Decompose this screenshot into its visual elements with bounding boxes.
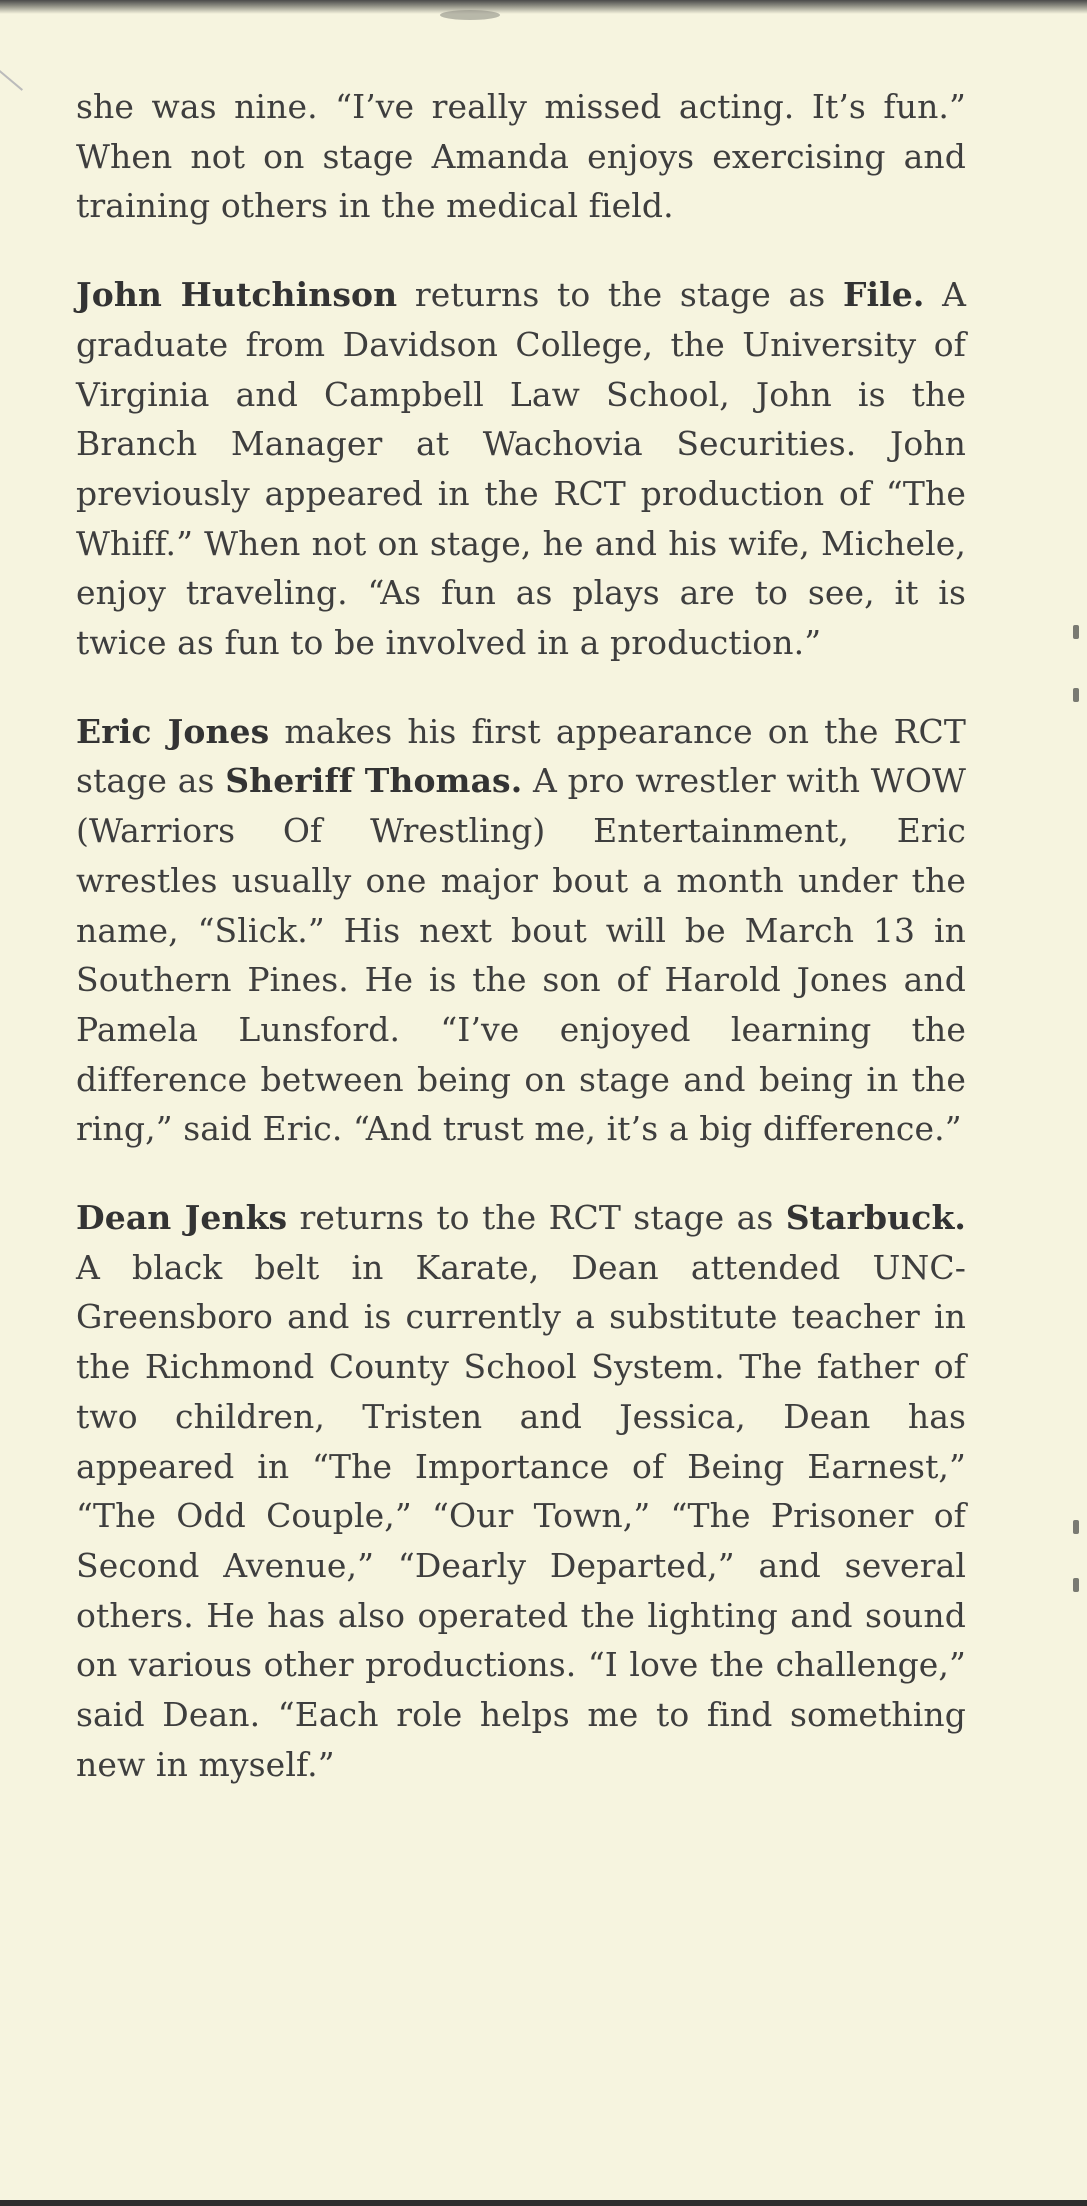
bio-intro-text: makes his first appearance on the RCT stage as <box>76 711 966 801</box>
side-mark <box>1073 1520 1079 1534</box>
bio-text-column <box>76 82 966 1829</box>
role-name: Sheriff Thomas. <box>225 761 523 801</box>
role-name: File. <box>842 275 925 315</box>
role-name: Starbuck. <box>785 1198 966 1238</box>
actor-name: Eric Jones <box>76 711 270 751</box>
actor-name: John Hutchinson <box>76 275 398 315</box>
bio-intro-text: returns to the stage as <box>397 275 843 315</box>
bio-paragraph-dean-jenks <box>76 1193 966 1789</box>
side-mark <box>1073 1578 1079 1592</box>
bio-body-text: A graduate from Davidson College, the University of Virginia and Campbell Law School, John is the Branch Manager at Wachovia Securities. John previously appeared in the RCT production of “The Whiff.” When not on stage, he and his wife, Michele, enjoy traveling. “As fun as plays are to see, it is twice as fun to be involved in a production.” <box>76 275 967 663</box>
bio-paragraph-john-hutchinson <box>76 270 966 668</box>
side-mark <box>1073 688 1079 702</box>
page-top-edge <box>0 0 1087 14</box>
bio-paragraph-eric-jones <box>76 707 966 1154</box>
corner-crease <box>0 70 23 91</box>
bio-body-text: A black belt in Karate, Dean attended UNC-Greensboro and is currently a substitute teacher in the Richmond County School System. The father of two children, Tristen and Jessica, Dean has appeared in “The Importance of Being Earnest,” “The Odd Couple,” “Our Town,” “The Prisoner of Second Avenue,” “Dearly Departed,” and several others. He has also operated the lighting and sound on various other productions. “I love the challenge,” said Dean. “Each role helps me to find something new in myself.” <box>76 1247 966 1784</box>
page-top-shadow <box>440 10 500 20</box>
side-mark <box>1073 625 1079 639</box>
intro-paragraph: she was nine. “I’ve really missed acting. It’s fun.” When not on stage Amanda enjoys exercising and training others in the medical field. <box>76 87 966 226</box>
bio-intro-text: returns to the RCT stage as <box>287 1198 786 1238</box>
page-bottom-edge <box>0 2200 1087 2206</box>
actor-name: Dean Jenks <box>76 1198 288 1238</box>
bio-body-text: A pro wrestler with WOW (Warriors Of Wrestling) Entertainment, Eric wrestles usually one major bout a month under the name, “Slick.” His next bout will be March 13 in Southern Pines. He is the son of Harold Jones and Pamela Lunsford. “I’ve enjoyed learning the difference between being on stage and being in the ring,” said Eric. “And trust me, it’s a big difference.” <box>76 761 966 1149</box>
